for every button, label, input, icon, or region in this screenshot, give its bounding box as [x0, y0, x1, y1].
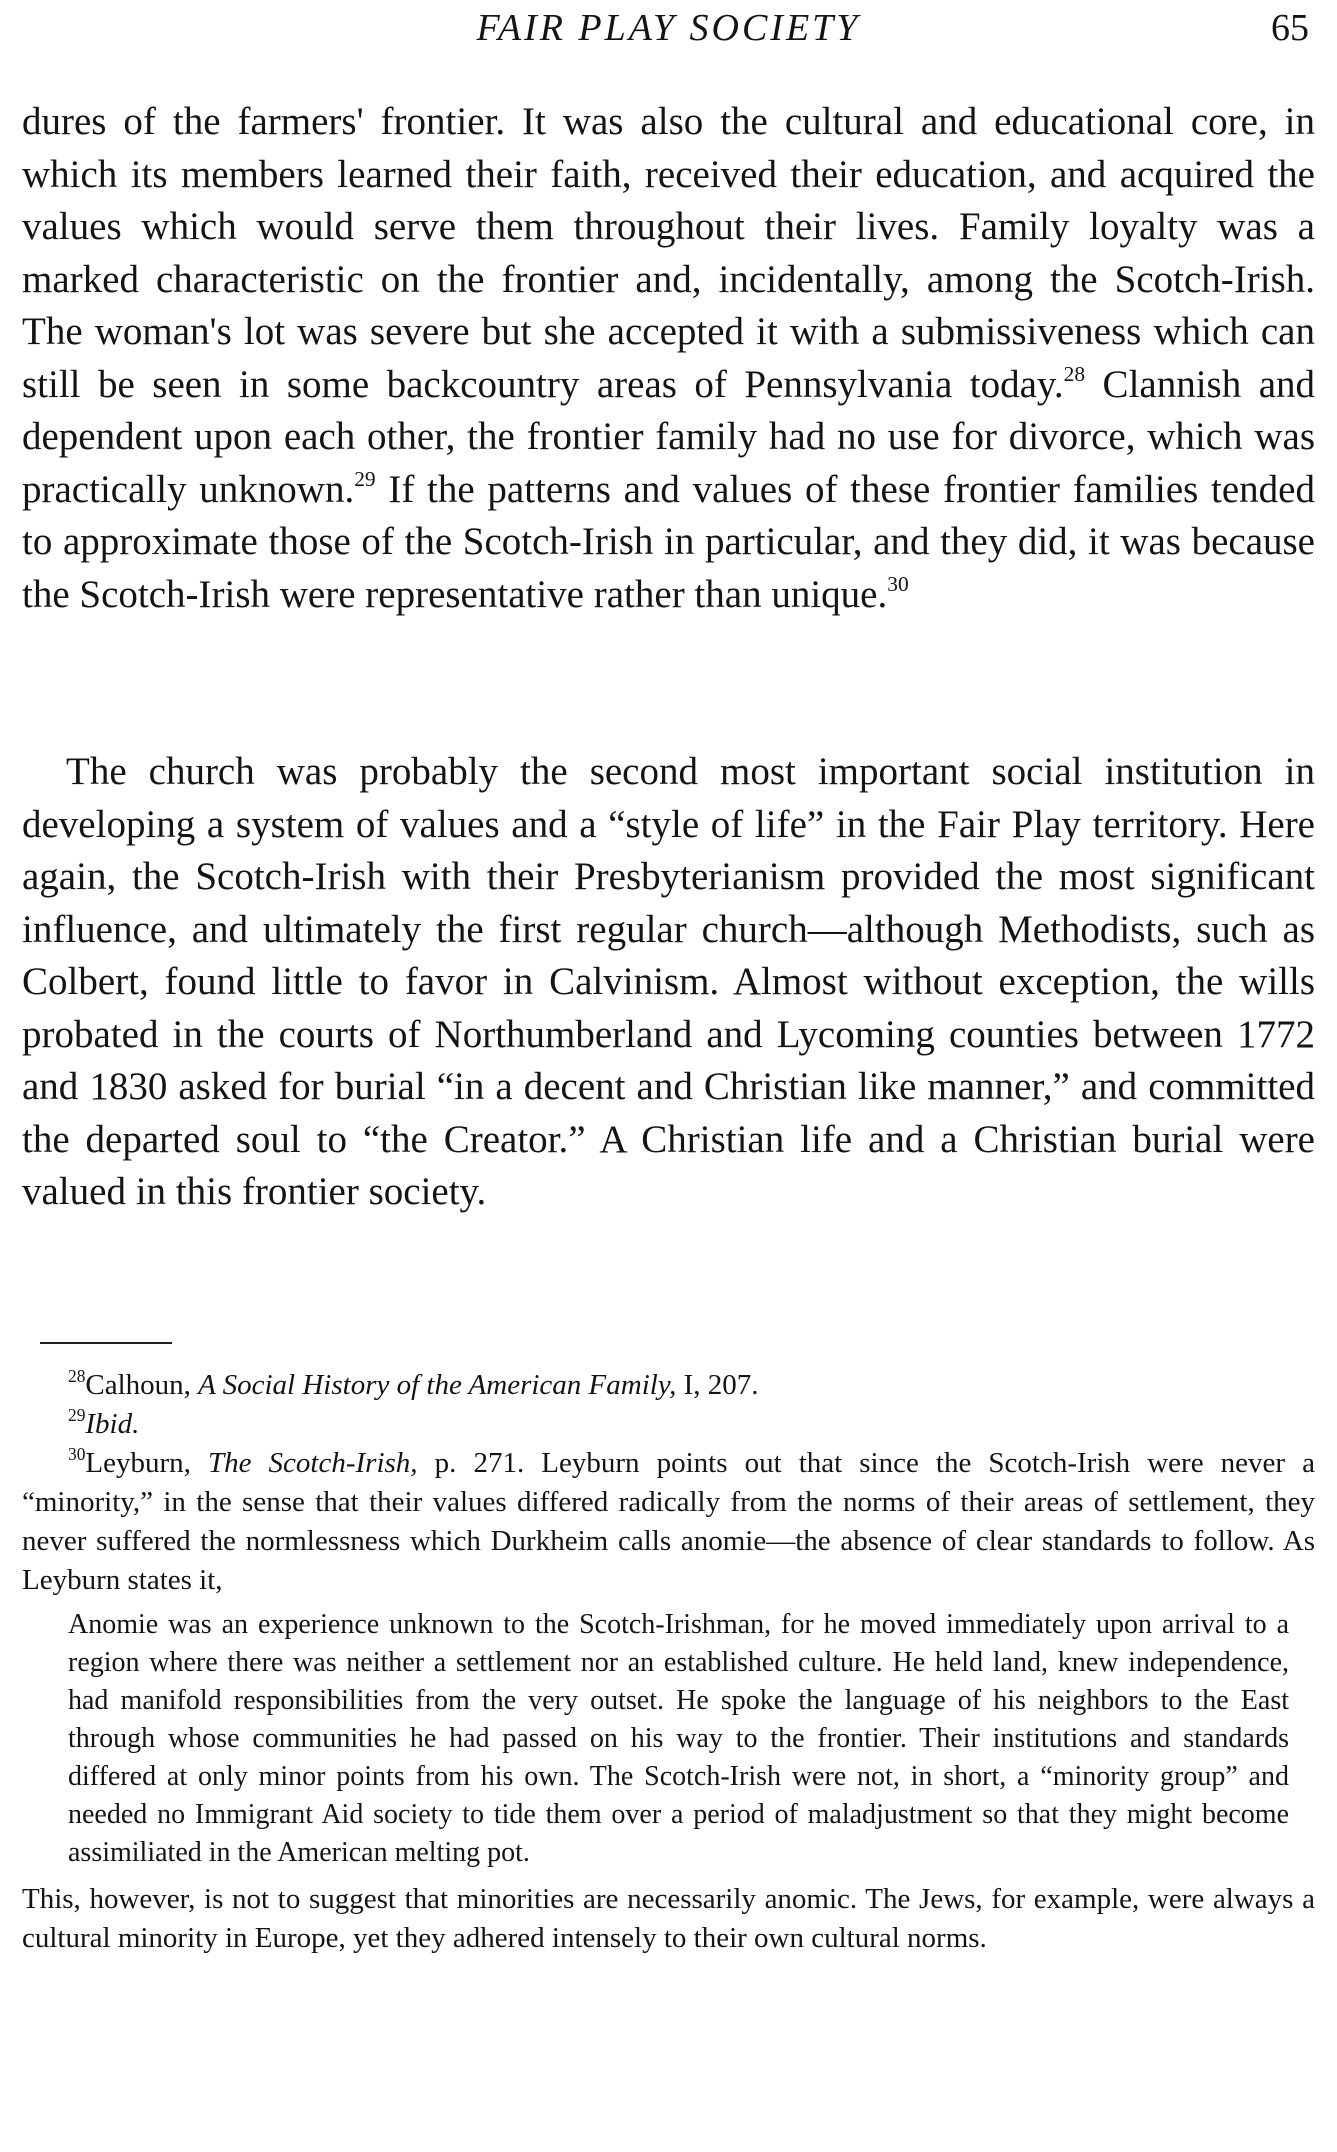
footnote-text — [22, 1447, 1315, 1596]
italic-title: Ibid. — [85, 1408, 140, 1440]
text-run: I, 207. — [676, 1369, 759, 1401]
footnote-text — [85, 1408, 139, 1440]
footnote-text — [85, 1369, 758, 1401]
footnote-28 — [22, 1366, 1315, 1405]
block-quote: Anomie was an experience unknown to the Scotch-Irishman, for he moved immediately upon arrival to a region where there was neither a settlement nor an established culture. He held land, knew independence, had manifold responsibilities from the very outset. He spoke the language of his neighbors to the East through whose communities he had passed on his way to the frontier. Their institutions and standards differed at only minor points from his own. The Scotch-Irish were not, in short, a “minority group” and needed no Immigrant Aid society to tide them over a period of maladjustment so that they might become assimiliated in the American melting pot. — [68, 1609, 1289, 1868]
italic-title: The Scotch-Irish, — [207, 1447, 418, 1479]
footnote-30 — [22, 1444, 1315, 1600]
footnote-29 — [22, 1405, 1315, 1444]
footnote-divider — [40, 1342, 172, 1344]
footnote-number: 28 — [68, 1365, 86, 1386]
footnote-number: 29 — [68, 1404, 86, 1425]
footnotes — [22, 1366, 1315, 1958]
footnote-number: 30 — [68, 1443, 86, 1464]
text-run: dures of the farmers' frontier. It was also the cultural and educational core, in which its members learned their faith, received their education, and acquired the values which would serve them throughout their lives. Family loyalty was a marked characteristic on the frontier and, incidentally, among the Scotch-Irish. The woman's lot was severe but she accepted it with a submissiveness which can still be seen in some backcountry areas of Pennsylvania today. — [22, 100, 1315, 406]
text-run: The church was probably the second most important social institution in developing a system of values and a “style of life” in the Fair Play territory. Here again, the Scotch-Irish with their Presbyterianism provided the most significant influence, and ultimately the first regular church—although Methodists, such as Colbert, found little to favor in Calvinism. Almost without exception, the wills probated in the courts of Northumberland and Lycoming counties between 1772 and 1830 asked for burial “in a decent and Christian like manner,” and committed the departed soul to “the Creator.” A Christian life and a Christian burial were valued in this frontier society. — [22, 750, 1315, 1213]
italic-title: A Social History of the American Family, — [198, 1369, 677, 1401]
footnote-ref: 29 — [354, 466, 376, 491]
text-run: Leyburn, — [85, 1447, 208, 1479]
text-run: Clannish and dependent upon each other, the frontier family had no use for divorce, which was practically unknown. — [22, 362, 1316, 511]
text-run: Calhoun, — [85, 1369, 199, 1401]
body-paragraph — [22, 96, 1315, 621]
running-head: FAIR PLAY SOCIETY — [476, 7, 861, 49]
body-paragraph — [22, 746, 1315, 1219]
page-header — [0, 6, 1337, 66]
footnote-continuation: This, however, is not to suggest that minorities are necessarily anomic. The Jews, for example, were always a cultural minority in Europe, yet they adhered intensely to their own cultural norms. — [22, 1883, 1315, 1954]
text-run: p. 271. Leyburn points out that since the Scotch-Irish were never a “minority,” in the sense that their values differed radically from the norms of their areas of settlement, they never suffered the normlessness which Durkheim calls anomie—the absence of clear standards to follow. As Leyburn states it, — [22, 1447, 1316, 1596]
text-run: If the patterns and values of these frontier families tended to approximate those of the Scotch-Irish in particular, and they did, it was because the Scotch-Irish were representative rather than unique. — [22, 467, 1315, 616]
footnote-ref: 30 — [887, 571, 909, 596]
footnote-ref: 28 — [1063, 361, 1086, 386]
page-number: 65 — [1271, 7, 1309, 49]
